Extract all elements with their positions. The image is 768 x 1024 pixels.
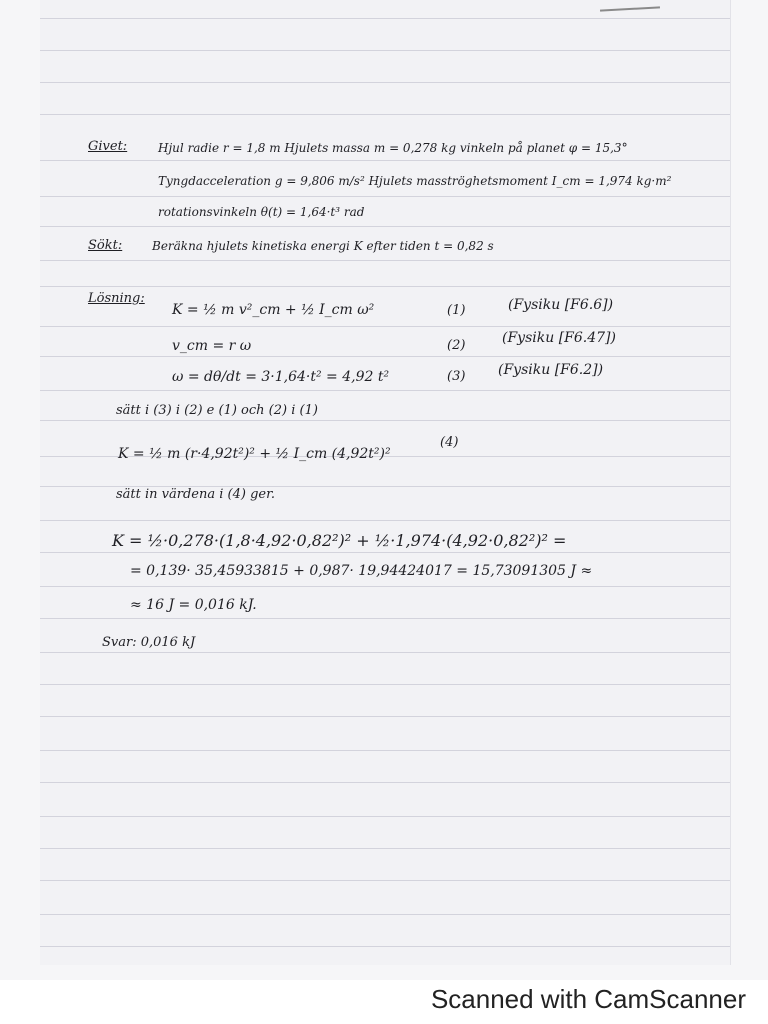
equation-4: K = ½ m (r·4,92t²)² + ½ I_cm (4,92t²)² (118, 446, 391, 462)
ruled-line (40, 50, 730, 51)
ruled-line (40, 196, 730, 197)
losning-label: Lösning: (88, 291, 145, 306)
scanner-watermark: Scanned with CamScanner (430, 984, 746, 1014)
ruled-line (40, 782, 730, 783)
givet-line-3: rotationsvinkeln θ(t) = 1,64·t³ rad (158, 205, 365, 219)
sokt-text: Beräkna hjulets kinetiska energi K efter tiden t = 0,82 s (152, 239, 494, 253)
calculation-line-3: ≈ 16 J = 0,016 kJ. (130, 597, 257, 613)
values-text: sätt in värdena i (4) ger. (116, 487, 276, 502)
ruled-line (40, 390, 730, 391)
ruled-line (40, 552, 730, 553)
substitution-text: sätt i (3) i (2) e (1) och (2) i (1) (116, 403, 318, 418)
ruled-line (40, 160, 730, 161)
givet-line-1: Hjul radie r = 1,8 m Hjulets massa m = 0,278 kg vinkeln på planet φ = 15,3° (158, 141, 628, 155)
ruled-line (40, 520, 730, 521)
ruled-line (40, 684, 730, 685)
ruled-line (40, 816, 730, 817)
givet-line-2: Tyngdacceleration g = 9,806 m/s² Hjulets masströghetsmoment I_cm = 1,974 kg·m² (158, 174, 672, 188)
ruled-line (40, 18, 730, 19)
ruled-line (40, 260, 730, 261)
ruled-line (40, 652, 730, 653)
answer-text: Svar: 0,016 kJ (102, 635, 196, 650)
equation-3-number: (3) (447, 369, 466, 384)
ruled-line (40, 880, 730, 881)
ruled-line (40, 750, 730, 751)
ruled-line (40, 848, 730, 849)
calculation-line-1: K = ½·0,278·(1,8·4,92·0,82²)² + ½·1,974·(4,92·0,82²)² = (112, 531, 567, 550)
ruled-line (40, 420, 730, 421)
equation-1: K = ½ m v²_cm + ½ I_cm ω² (172, 302, 375, 318)
ruled-line (40, 946, 730, 947)
givet-label: Givet: (88, 139, 128, 154)
ruled-line (40, 356, 730, 357)
ruled-line (40, 286, 730, 287)
equation-2-reference: (Fysiku [F6.47]) (502, 330, 616, 346)
ruled-line (40, 716, 730, 717)
sokt-label: Sökt: (88, 238, 123, 253)
equation-2: v_cm = r ω (172, 338, 252, 354)
equation-3: ω = dθ/dt = 3·1,64·t² = 4,92 t² (172, 369, 390, 385)
ruled-line (40, 114, 730, 115)
ruled-line (40, 618, 730, 619)
ruled-line (40, 586, 730, 587)
ruled-line (40, 82, 730, 83)
ruled-line (40, 914, 730, 915)
calculation-line-2: = 0,139· 35,45933815 + 0,987· 19,94424017 = 15,73091305 J ≈ (130, 563, 593, 579)
ruled-line (40, 226, 730, 227)
equation-1-number: (1) (447, 303, 466, 318)
equation-4-number: (4) (440, 435, 459, 450)
equation-3-reference: (Fysiku [F6.2]) (498, 362, 604, 378)
equation-1-reference: (Fysiku [F6.6]) (508, 297, 614, 313)
ruled-line (40, 326, 730, 327)
notebook-page (40, 0, 730, 965)
scan-edge-mark (600, 6, 660, 11)
equation-2-number: (2) (447, 338, 466, 353)
